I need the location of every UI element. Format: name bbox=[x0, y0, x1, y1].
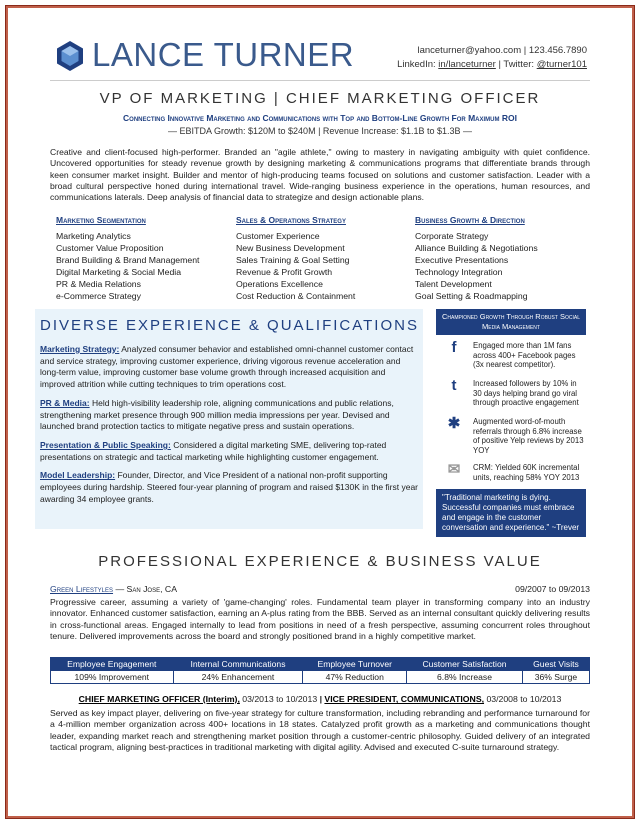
skills-heading: Business Growth & Direction bbox=[415, 215, 525, 225]
skill-item: PR & Media Relations bbox=[56, 279, 141, 289]
linkedin-link[interactable]: in/lanceturner bbox=[438, 59, 496, 70]
kpi-value: 6.8% Increase bbox=[407, 671, 523, 684]
professional-heading: PROFESSIONAL EXPERIENCE & BUSINESS VALUE bbox=[98, 553, 542, 570]
experience-label: Marketing Strategy: bbox=[40, 344, 120, 354]
experience-body bbox=[40, 344, 418, 512]
skill-item: Revenue & Profit Growth bbox=[236, 267, 333, 277]
skill-item: Technology Integration bbox=[415, 267, 503, 277]
social-media-sidebar bbox=[436, 309, 586, 537]
experience-text: Considered a digital marketing SME, delivering top-rated presentations on strategic and tactical marketing while highlighting customer engagement. bbox=[40, 439, 387, 462]
experience-item bbox=[40, 470, 418, 505]
skill-item: Alliance Building & Negotiations bbox=[415, 243, 538, 253]
experience-panel bbox=[35, 309, 423, 529]
skill-item: Customer Value Proposition bbox=[56, 243, 164, 253]
skills-heading: Sales & Operations Strategy bbox=[236, 215, 346, 225]
skill-item: Cost Reduction & Containment bbox=[236, 291, 356, 301]
kpi-header: Employee Turnover bbox=[303, 658, 407, 671]
separator: | bbox=[498, 59, 501, 70]
skills-column bbox=[415, 214, 538, 302]
experience-item bbox=[40, 344, 418, 391]
divider bbox=[50, 80, 590, 81]
experience-item bbox=[40, 398, 418, 433]
kpi-value: 36% Surge bbox=[522, 671, 589, 684]
skill-item: Brand Building & Brand Management bbox=[56, 255, 200, 265]
twitter-label: Twitter: bbox=[503, 59, 535, 70]
twitter-link[interactable]: @turner101 bbox=[536, 59, 587, 70]
experience-label: Model Leadership: bbox=[40, 470, 116, 481]
experience-text: Held high-visibility leadership role, aligning communications and public relations, strengthening market presence through 900 million media impressions per year. Devised and launched brand protection tactics to mitigate negative press and sustain operations. bbox=[40, 397, 394, 432]
kpi-value-row bbox=[51, 671, 590, 684]
metrics-line: — EBITDA Growth: $120M to $240M | Revenue Increase: $1.1B to $1.3B — bbox=[168, 126, 472, 136]
contact-block bbox=[397, 44, 587, 72]
skill-item: Goal Setting & Roadmapping bbox=[415, 291, 528, 301]
company-name: Green Lifestyles bbox=[50, 584, 114, 594]
skills-column bbox=[56, 214, 199, 302]
separator: | bbox=[523, 45, 527, 56]
skill-item: Digital Marketing & Social Media bbox=[56, 267, 182, 277]
yelp-icon: ✱ bbox=[447, 415, 461, 432]
experience-label: PR & Media: bbox=[40, 397, 90, 408]
role-description: Served as key impact player, delivering on five-year strategy for culture transformation, including rebranding and performance turnaround for a 4-million member organization across 400+ locations in 18 states. Catalyzed profit growth as a marketing and communications thought leader, expanding market reach and strengthening market position through a customer-centric philosophy. Guided delivery of an integrated tactical program, aligning best-practices in traditional marketing with digital agility. Advised and executed C-suite turnaround strategy. bbox=[50, 707, 590, 752]
experience-text: Analyzed consumer behavior and established omni-channel customer contact and service strategy, improving customer experience, driving vigorous revenue acceleration and long-term value, improving customer base volume growth through increased acquisition and improved attrition while cutting techniques to trim operations cost. bbox=[40, 344, 414, 390]
role-dates: 03/2013 to 10/2013 bbox=[239, 694, 318, 704]
role-title: VICE PRESIDENT, COMMUNICATIONS, bbox=[324, 694, 485, 704]
job-header bbox=[50, 584, 590, 595]
job-dates: 09/2007 to 09/2013 bbox=[515, 584, 590, 594]
company-location: — San Jose, CA bbox=[113, 584, 177, 594]
experience-heading: DIVERSE EXPERIENCE & QUALIFICATIONS bbox=[40, 317, 419, 334]
skill-item: Operations Excellence bbox=[236, 279, 323, 289]
kpi-value: 109% Improvement bbox=[51, 671, 174, 684]
separator: | bbox=[317, 694, 325, 704]
skill-item: Talent Development bbox=[415, 279, 492, 289]
job-description: Progressive career, assuming a variety of 'game-changing' roles. Fundamental team player in transforming company into an industry innovator. Enhanced customer satisfaction, earning an A-plus rating from the BBB. Served as an internal consultant quickly delivering results in cross-functional areas. Engaged internally to lead from positions in need of a fresh perspective, assuming concurrent roles throughout tenure. Delivered improvements across the board and strongly positioned brand in a highly competitive market. bbox=[50, 597, 590, 641]
skill-item: Corporate Strategy bbox=[415, 231, 489, 241]
sidebar-item-text: Engaged more than 1M fans across 400+ Facebook pages (3x nearest competitor). bbox=[473, 341, 576, 370]
hexagon-logo-icon bbox=[56, 40, 84, 72]
email-link[interactable]: lanceturner@yahoo.com bbox=[417, 45, 522, 56]
summary-paragraph: Creative and client-focused high-performer. Branded an "agile athlete," owing to mastery in navigating ambiguity with quiet confidence. Uncovered opportunities for steady revenue growth by designing marketing & communications programs that differentiate brands through keen consumer market insight. Builder and mentor of high-producing teams focused on solutions and customer satisfaction. Leader with a broad cultural perspective honed during international travel. Wide-ranging business experience in the operations, human resources, and communications laterals. Deep analysis of financial data to strategize and design actionable plans. bbox=[50, 147, 590, 203]
experience-item bbox=[40, 440, 418, 463]
skill-item: New Business Development bbox=[236, 243, 345, 253]
roles-section bbox=[50, 694, 590, 754]
kpi-value: 24% Enhancement bbox=[173, 671, 303, 684]
skill-item: Customer Experience bbox=[236, 231, 320, 241]
sidebar-item-text: Augmented word-of-mouth referrals through 6.8% increase of positive Yelp reviews by 2013 YOY bbox=[473, 417, 584, 455]
kpi-header: Internal Communications bbox=[173, 658, 303, 671]
skills-column bbox=[236, 214, 355, 302]
sidebar-item-crm bbox=[436, 461, 586, 487]
role-title: CHIEF MARKETING OFFICER (Interim), bbox=[78, 694, 240, 704]
experience-text: Founder, Director, and Vice President of a national non-profit supporting employees during hardship. Steered four-year planning of program and raised $130K in the first year awarding 34 employee grants. bbox=[40, 470, 418, 504]
sidebar-item-twitter bbox=[436, 377, 586, 415]
tagline: Connecting Innovative Marketing and Communications with Top and Bottom-Line Growth For Maximum ROI bbox=[123, 113, 517, 123]
role-dates: 03/2008 to 10/2013 bbox=[484, 694, 562, 704]
skill-item: Sales Training & Goal Setting bbox=[236, 255, 350, 265]
sidebar-item-text: CRM: Yielded 60K incremental units, reaching 58% YOY 2013 bbox=[473, 463, 580, 482]
kpi-header-row bbox=[51, 658, 590, 671]
phone: 123.456.7890 bbox=[528, 45, 587, 56]
sidebar-item-text: Increased followers by 10% in 30 days helping brand go viral through proactive engagement bbox=[473, 379, 579, 408]
job-entry bbox=[50, 584, 590, 642]
kpi-header: Guest Visits bbox=[522, 658, 589, 671]
kpi-value: 47% Reduction bbox=[303, 671, 407, 684]
sidebar-heading: Championed Growth Through Robust Social Media Management bbox=[436, 309, 586, 335]
sidebar-item-facebook bbox=[436, 339, 586, 377]
role-heading bbox=[50, 694, 590, 706]
job-title: VP OF MARKETING | CHIEF MARKETING OFFICER bbox=[99, 90, 541, 107]
experience-label: Presentation & Public Speaking: bbox=[40, 439, 171, 450]
email-icon: ✉ bbox=[447, 461, 461, 478]
quote-box: "Traditional marketing is dying. Successful companies must embrace and engage in the customer conversation and experience." ~Trever bbox=[436, 489, 586, 537]
skill-item: e-Commerce Strategy bbox=[56, 291, 141, 301]
twitter-icon: t bbox=[451, 377, 457, 394]
skill-item: Marketing Analytics bbox=[56, 231, 131, 241]
candidate-name: LANCE TURNER bbox=[92, 36, 355, 73]
skill-item: Executive Presentations bbox=[415, 255, 509, 265]
facebook-icon: f bbox=[451, 339, 457, 356]
skills-heading: Marketing Segmentation bbox=[56, 215, 146, 225]
sidebar-item-yelp bbox=[436, 415, 586, 461]
linkedin-label: LinkedIn: bbox=[397, 59, 436, 70]
kpi-header: Employee Engagement bbox=[51, 658, 174, 671]
kpi-table bbox=[50, 657, 590, 684]
kpi-header: Customer Satisfaction bbox=[407, 658, 523, 671]
